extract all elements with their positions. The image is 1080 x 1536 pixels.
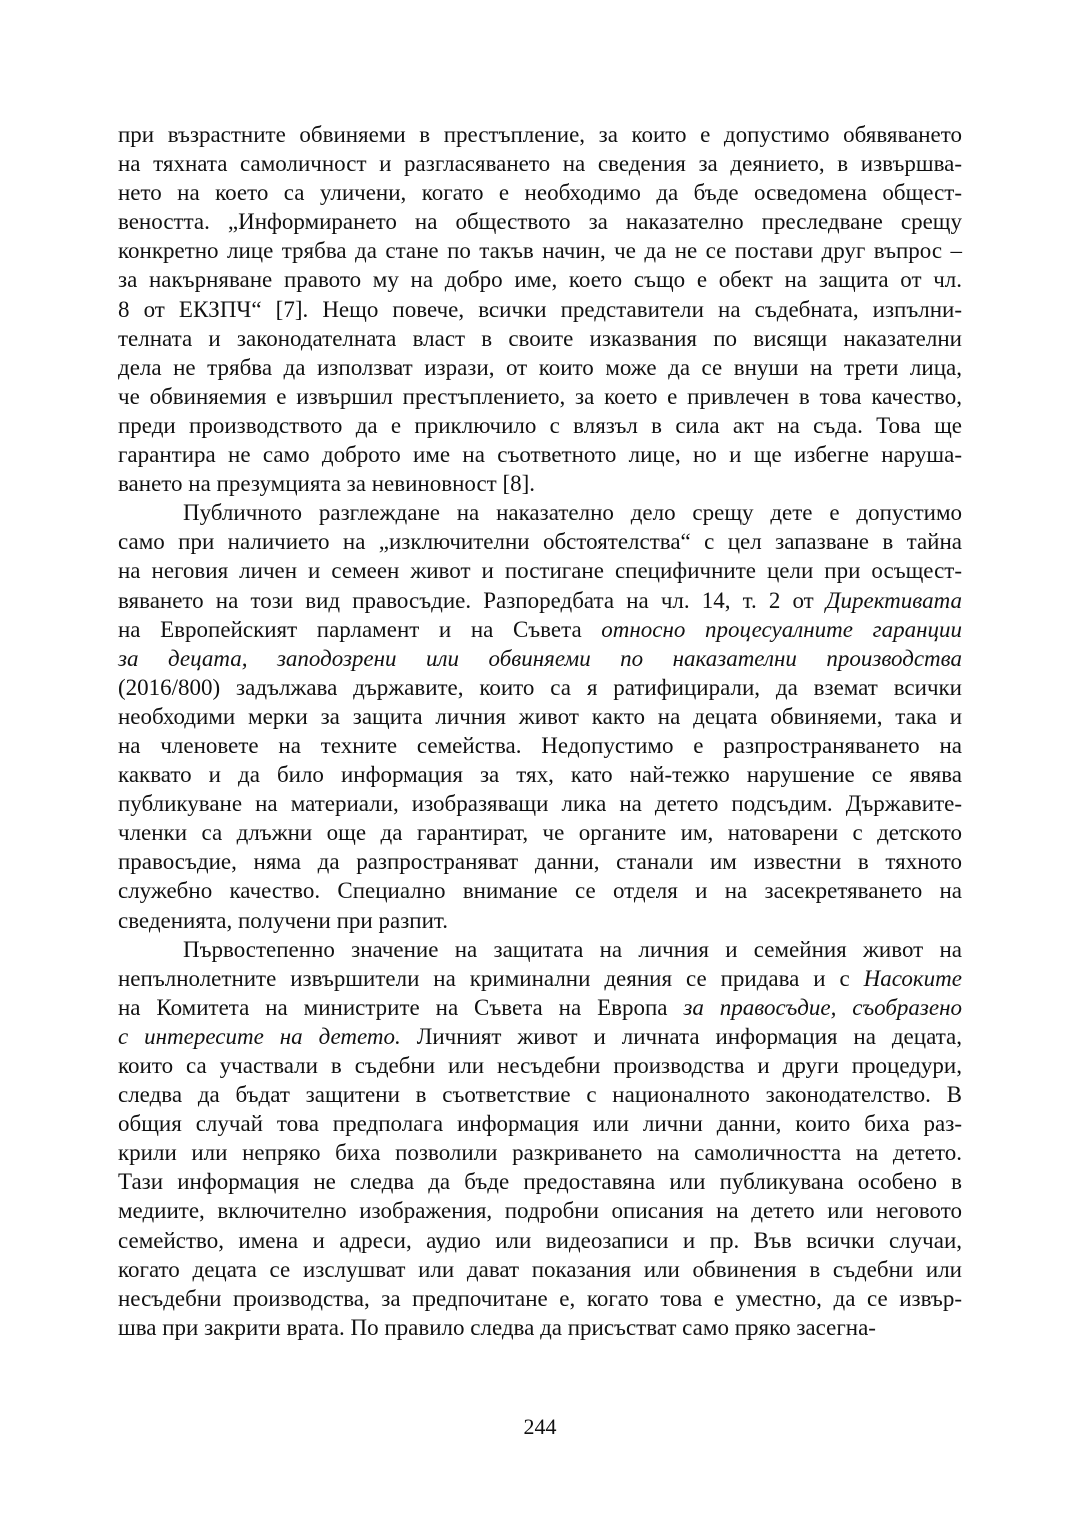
- text-segment: Тази информация не следва да бъде предоставяна или публикувана особено в: [118, 1169, 962, 1195]
- text-segment: при възрастните обвиняеми в престъпление, за които е допустимо обявяването: [118, 122, 962, 147]
- text-line: [118, 149, 962, 178]
- text-line: [118, 731, 962, 760]
- text-line: [118, 120, 962, 149]
- text-segment: необходими мерки за защита личния живот както на децата обвиняеми, така и: [118, 703, 962, 729]
- text-line: [118, 207, 962, 236]
- text-line: [118, 993, 962, 1022]
- text-line: [118, 295, 962, 324]
- text-segment: вяването на този вид правосъдие. Разпоредбата на чл. 14, т. 2 от: [118, 587, 826, 613]
- page-number: 244: [523, 1414, 557, 1439]
- text-segment: за накърняване правото му на добро име, което също е обект на защита от чл.: [118, 267, 962, 293]
- italic-text: за правосъдие, съобразено: [683, 994, 962, 1020]
- text-segment: Личният живот и личната информация на децата,: [400, 1023, 962, 1049]
- text-segment: крили или непряко биха позволили разкриването на самоличността на детето.: [118, 1140, 962, 1166]
- text-line: [118, 1196, 962, 1225]
- text-segment: че обвиняемия е извършил престъплението, за което е привлечен в това качество,: [118, 383, 962, 409]
- text-line: [118, 265, 962, 294]
- text-line: [118, 353, 962, 382]
- text-segment: веността. „Информирането на обществото за наказателно преследване срещу: [118, 209, 962, 235]
- text-segment: които са участвали в съдебни или несъдебни производства и други процедури,: [118, 1053, 962, 1078]
- text-line: [118, 789, 962, 818]
- text-line: [118, 673, 962, 702]
- italic-text: с интересите на детето.: [118, 1023, 401, 1049]
- text-segment: преди производството да е приключило с влязъл в сила акт на съда. Това ще: [118, 412, 962, 438]
- text-line: [118, 818, 962, 847]
- italic-text: Насоките: [863, 965, 962, 991]
- text-line: [118, 1226, 962, 1255]
- text-segment: само при наличието на „изключителни обстоятелства“ с цел запазване в тайна: [118, 529, 962, 555]
- text-line: [118, 1022, 962, 1051]
- text-segment: гарантира не само доброто име на съответното лице, но и ще избегне наруша-: [118, 442, 962, 468]
- paragraph: [118, 935, 962, 1342]
- text-segment: членки са длъжни още да гарантират, че органите им, натоварени с детското: [118, 820, 962, 846]
- text-line: [118, 411, 962, 440]
- page-body: [118, 120, 962, 1342]
- text-segment: правосъдие, няма да разпространяват данни, станали им известни в тяхното: [118, 849, 962, 875]
- text-line: [118, 1313, 962, 1342]
- text-segment: общия случай това предполага информация или лични данни, които биха раз-: [118, 1111, 962, 1137]
- text-line: [118, 760, 962, 789]
- text-segment: когато децата се изслушват или дават показания или обвинения в съдебни или: [118, 1256, 962, 1282]
- text-segment: следва да бъдат защитени в съответствие с националното законодателство. В: [118, 1082, 962, 1108]
- text-line: [118, 1167, 962, 1196]
- text-line: [118, 615, 962, 644]
- paragraph: [118, 120, 962, 498]
- text-line: [118, 702, 962, 731]
- text-line: [118, 644, 962, 673]
- text-segment: на членовете на техните семейства. Недопустимо е разпространяването на: [118, 732, 962, 758]
- italic-text: Директивата: [825, 587, 962, 613]
- text-line: [118, 498, 962, 527]
- text-line: [118, 556, 962, 585]
- text-segment: непълнолетните извършители на криминални деяния се придава и с: [118, 965, 864, 991]
- text-line: [118, 236, 962, 265]
- text-segment: публикуване на материали, изобразяващи лика на детето подсъдим. Държавите-: [118, 791, 962, 817]
- text-line: [118, 876, 962, 905]
- text-line: [118, 1109, 962, 1138]
- text-line: [118, 1284, 962, 1313]
- text-line: [118, 935, 962, 964]
- text-segment: телната и законодателната власт в своите изказвания по висящи наказателни: [118, 325, 962, 351]
- text-segment: Публичното разглеждане на наказателно дело срещу дете е допустимо: [183, 500, 962, 526]
- paragraph: [118, 498, 962, 934]
- text-line: [118, 906, 962, 935]
- text-segment: на Комитета на министрите на Съвета на Европа: [118, 994, 684, 1020]
- text-segment: медиите, включително изображения, подробни описания на детето или неговото: [118, 1198, 962, 1224]
- text-line: [118, 440, 962, 469]
- text-segment: сведенията, получени при разпит.: [118, 907, 448, 933]
- text-line: [118, 1080, 962, 1109]
- text-segment: на тяхната самоличност и разгласяването на сведения за деянието, в извършва-: [118, 151, 962, 177]
- text-segment: (2016/800) задължава държавите, които са я ратифицирали, да вземат всички: [118, 674, 962, 700]
- text-segment: конкретно лице трябва да стане по такъв начин, че да не се постави друг въпрос –: [118, 238, 962, 264]
- text-line: [118, 586, 962, 615]
- text-line: [118, 847, 962, 876]
- text-line: [118, 527, 962, 556]
- text-segment: шва при закрити врата. По правило следва да присъстват само пряко засегна-: [118, 1314, 876, 1340]
- text-segment: ването на презумцията за невиновност [8].: [118, 471, 536, 497]
- text-segment: на Европейският парламент и на Съвета: [118, 616, 602, 642]
- text-line: [118, 178, 962, 207]
- text-segment: нето на което са уличени, когато е необходимо да бъде осведомена общест-: [118, 180, 962, 206]
- text-segment: дела не трябва да използват изрази, от които може да се внуши на трети лица,: [118, 354, 962, 380]
- text-line: [118, 382, 962, 411]
- text-line: [118, 1138, 962, 1167]
- text-segment: 8 от ЕКЗПЧ“ [7]. Нещо повече, всички представители на съдебната, изпълни-: [118, 296, 962, 322]
- text-segment: каквато и да било информация за тях, като най-тежко нарушение се явява: [118, 762, 962, 788]
- text-segment: служебно качество. Специално внимание се отделя и на засекретяването на: [118, 878, 962, 904]
- text-line: [118, 964, 962, 993]
- text-segment: семейство, имена и адреси, аудио или видеозаписи и пр. Във всички случаи,: [118, 1227, 962, 1253]
- text-line: [118, 1255, 962, 1284]
- text-segment: Първостепенно значение на защитата на личния и семейния живот на: [183, 936, 962, 962]
- text-segment: на неговия личен и семеен живот и постигане специфичните цели при осъщест-: [118, 558, 962, 584]
- text-segment: несъдебни производства, за предпочитане е, когато това е уместно, да се извър-: [118, 1285, 962, 1311]
- italic-text: относно процесуалните гаранции: [601, 616, 962, 642]
- italic-text: за децата, заподозрени или обвиняеми по наказателни производства: [118, 645, 962, 671]
- text-line: [118, 469, 962, 498]
- text-line: [118, 1051, 962, 1080]
- text-line: [118, 324, 962, 353]
